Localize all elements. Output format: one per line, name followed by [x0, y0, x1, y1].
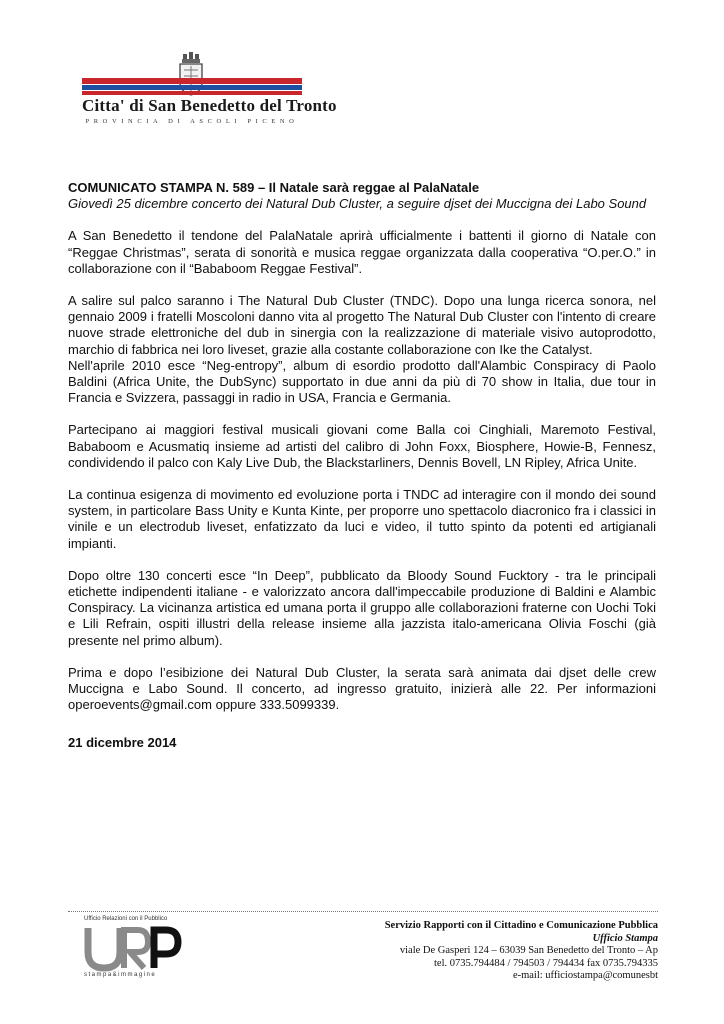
province-name: PROVINCIA DI ASCOLI PICENO	[85, 118, 299, 125]
press-release-body	[68, 180, 656, 765]
city-name: Citta' di San Benedetto del Tronto	[82, 96, 337, 115]
footer-unit: Ufficio Stampa	[592, 932, 658, 944]
paragraph: Nell'aprile 2010 esce “Neg-entropy”, album di esordio prodotto dall'Alambic Conspiracy di Paolo Baldini (Africa Unite, the DubSync) supportato in due anni da più di 70 show in Italia, due tour in Francia e Svizzera, passaggi in radio in USA, Francia e Germania.	[68, 357, 656, 406]
footer-office: Servizio Rapporti con il Cittadino e Comunicazione Pubblica	[384, 920, 658, 931]
urp-logo-caption: Ufficio Relazioni con il Pubblico	[84, 916, 168, 922]
urp-logo-subtitle: stampa&immagine	[84, 972, 157, 978]
flag-stripe-blue	[82, 85, 302, 90]
footer-email: e-mail: ufficiostampa@comunesbt	[512, 970, 658, 981]
city-logo	[82, 52, 337, 125]
paragraph: Partecipano ai maggiori festival musicali giovani come Balla coi Cinghiali, Maremoto Festival, Bababoom e Acusmatiq insieme ad artisti del calibro di John Foxx, Biosphere, Howie-B, Fennesz, condividendo il palco con Kaly Live Dub, the Blackstarliners, Dennis Bovell, LN Ripley, Africa Unite.	[68, 422, 656, 470]
flag-stripe-red-lower	[82, 91, 302, 95]
footer-divider	[68, 911, 658, 912]
release-date: 21 dicembre 2014	[68, 735, 177, 751]
urp-logo	[84, 916, 194, 982]
release-title: COMUNICATO STAMPA N. 589 – Il Natale sarà reggae al PalaNatale	[68, 180, 480, 195]
flag-stripe-red	[82, 78, 302, 84]
footer-phones: tel. 0735.794484 / 794503 / 794434 fax 0735.794335	[434, 957, 658, 969]
footer-address: viale De Gasperi 124 – 63039 San Benedetto del Tronto – Ap	[399, 945, 658, 956]
paragraph: Prima e dopo l’esibizione dei Natural Dub Cluster, la serata sarà animata dai djset delle crew Muccigna e Labo Sound. Il concerto, ad ingresso gratuito, inizierà alle 22. Per informazioni operoevents@gmail.com oppure 333.5099339.	[68, 664, 656, 713]
urp-letters-icon	[84, 924, 184, 972]
paragraph: Dopo oltre 130 concerti esce “In Deep”, pubblicato da Bloody Sound Fucktory - tra le principali etichette indipendenti italiane - e valorizzato ancora dall'impeccabile produzione di Baldini e Alambic Conspiracy. La vicinanza artistica ed umana porta il gruppo alle collaborazioni fraterne con Uochi Toki e Lili Refrain, ospiti illustri della release insieme alla jazzista italo-americana Olivia Foschi (già presente nel primo album).	[68, 567, 656, 648]
footer-contact	[385, 920, 658, 983]
paragraph: A San Benedetto il tendone del PalaNatale aprirà ufficialmente i battenti il giorno di Natale con “Reggae Christmas”, serata di sonorità e musica reggae organizzata dalla cooperativa “O.per.O.” in collaborazione con il “Bababoom Reggae Festival”.	[68, 228, 656, 276]
paragraph: A salire sul palco saranno i The Natural Dub Cluster (TNDC). Dopo una lunga ricerca sonora, nel gennaio 2009 i fratelli Moscoloni danno vita al progetto The Natural Dub Cluster con l'intento di creare nuove strade elettroniche del dub in sinergia con la realizzazione di materiale visivo autoprodotto, marchio di fabbrica nei loro liveset, grazie alla costante collaborazione con Ike the Catalyst.	[68, 293, 656, 357]
release-subtitle: Giovedì 25 dicembre concerto dei Natural Dub Cluster, a seguire djset dei Muccigna dei Labo Sound	[68, 196, 647, 212]
paragraph: La continua esigenza di movimento ed evoluzione porta i TNDC ad interagire con il mondo dei sound system, in particolare Bass Unity e Kunta Kinte, per proporre uno spettacolo diacronico fra i classici in vinile e un electrodub liveset, enfatizzato da luci e video, il tutto spinto da potenti ed artigianali impianti.	[68, 487, 656, 551]
